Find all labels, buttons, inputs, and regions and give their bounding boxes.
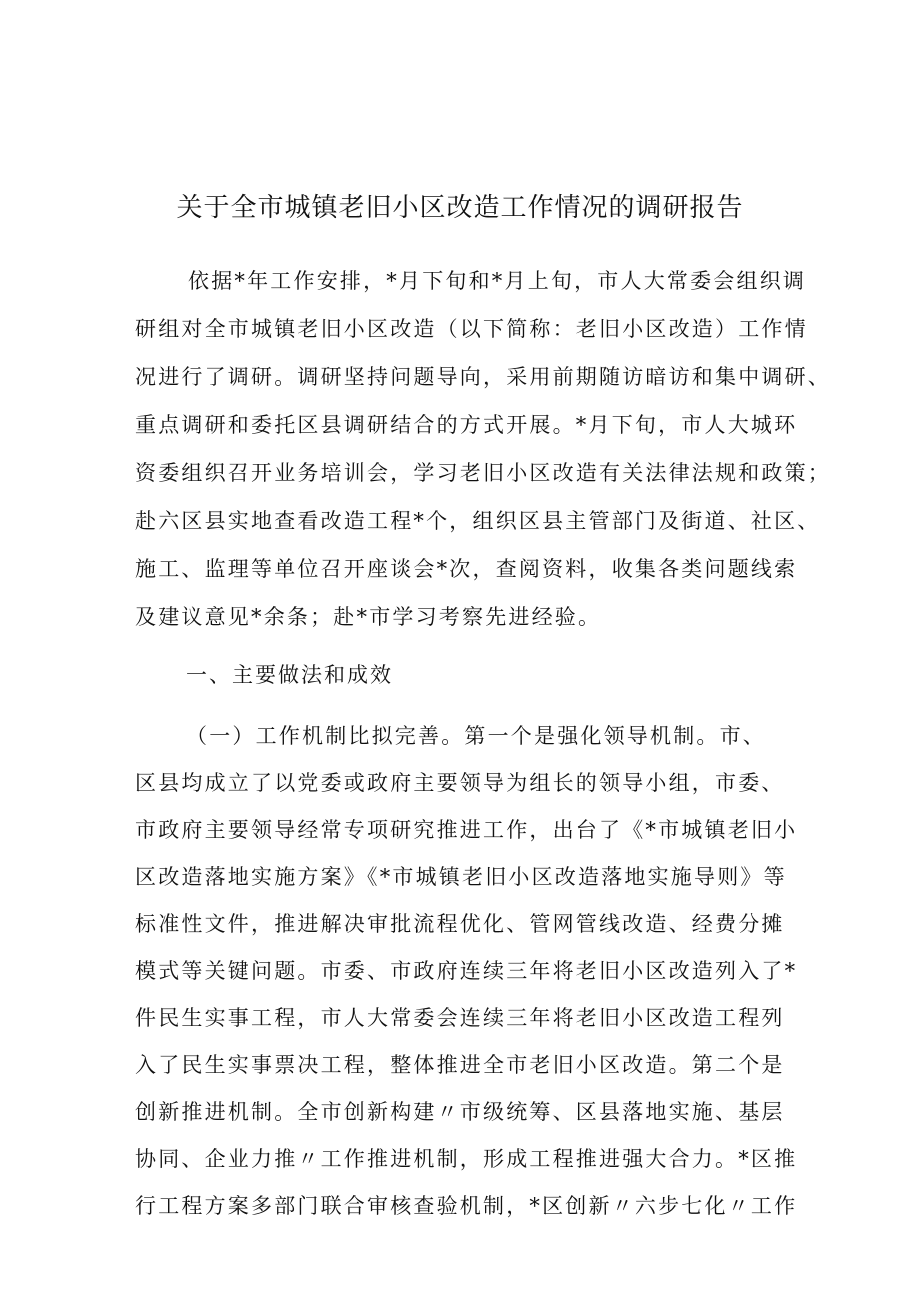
intro-line-4: 重点调研和委托区县调研结合的方式开展。*月下旬，市人大城环 [135, 413, 798, 437]
section-heading: 一、主要做法和成效 [186, 663, 393, 687]
intro-line-2: 研组对全市城镇老旧小区改造（以下简称：老旧小区改造）工作情 [135, 317, 808, 341]
subsection-line-6: 模式等关键问题。市委、市政府连续三年将老旧小区改造列入了* [135, 959, 798, 983]
intro-line-3: 况进行了调研。调研坚持问题导向，采用前期随访暗访和集中调研、 [135, 365, 831, 389]
subsection-line-1: （一）工作机制比拟完善。第一个是强化领导机制。市、 [186, 724, 766, 748]
intro-line-7: 施工、监理等单位召开座谈会*次，查阅资料，收集各类问题线索 [135, 557, 798, 581]
subsection-line-8: 入了民生实事票决工程，整体推进全市老旧小区改造。第二个是 [135, 1053, 785, 1077]
subsection-line-11: 行工程方案多部门联合审核查验机制，*区创新〃六步七化〃工作 [135, 1194, 798, 1218]
intro-line-1: 依据*年工作安排，*月下旬和*月上旬，市人大常委会组织调 [188, 269, 807, 293]
subsection-line-5: 标准性文件，推进解决审批流程优化、管网管线改造、经费分摊 [135, 912, 785, 936]
subsection-line-3: 市政府主要领导经常专项研究推进工作，出台了《*市城镇老旧小 [135, 818, 798, 842]
subsection-line-7: 件民生实事工程，市人大常委会连续三年将老旧小区改造工程列 [135, 1006, 785, 1030]
subsection-line-4: 区改造落地实施方案》《*市城镇老旧小区改造落地实施导则》等 [135, 865, 787, 889]
subsection-line-2: 区县均成立了以党委或政府主要领导为组长的领导小组，市委、 [135, 771, 785, 795]
intro-line-8: 及建议意见*余条；赴*市学习考察先进经验。 [135, 605, 602, 629]
intro-line-5: 资委组织召开业务培训会，学习老旧小区改造有关法律法规和政策； [135, 461, 831, 485]
document-title: 关于全市城镇老旧小区改造工作情况的调研报告 [176, 193, 744, 223]
intro-line-6: 赴六区县实地查看改造工程*个，组织区县主管部门及街道、社区、 [135, 509, 821, 533]
subsection-line-9: 创新推进机制。全市创新构建〃市级统筹、区县落地实施、基层 [135, 1100, 785, 1124]
subsection-line-10: 协同、企业力推〃工作推进机制，形成工程推进强大合力。*区推 [135, 1147, 798, 1171]
